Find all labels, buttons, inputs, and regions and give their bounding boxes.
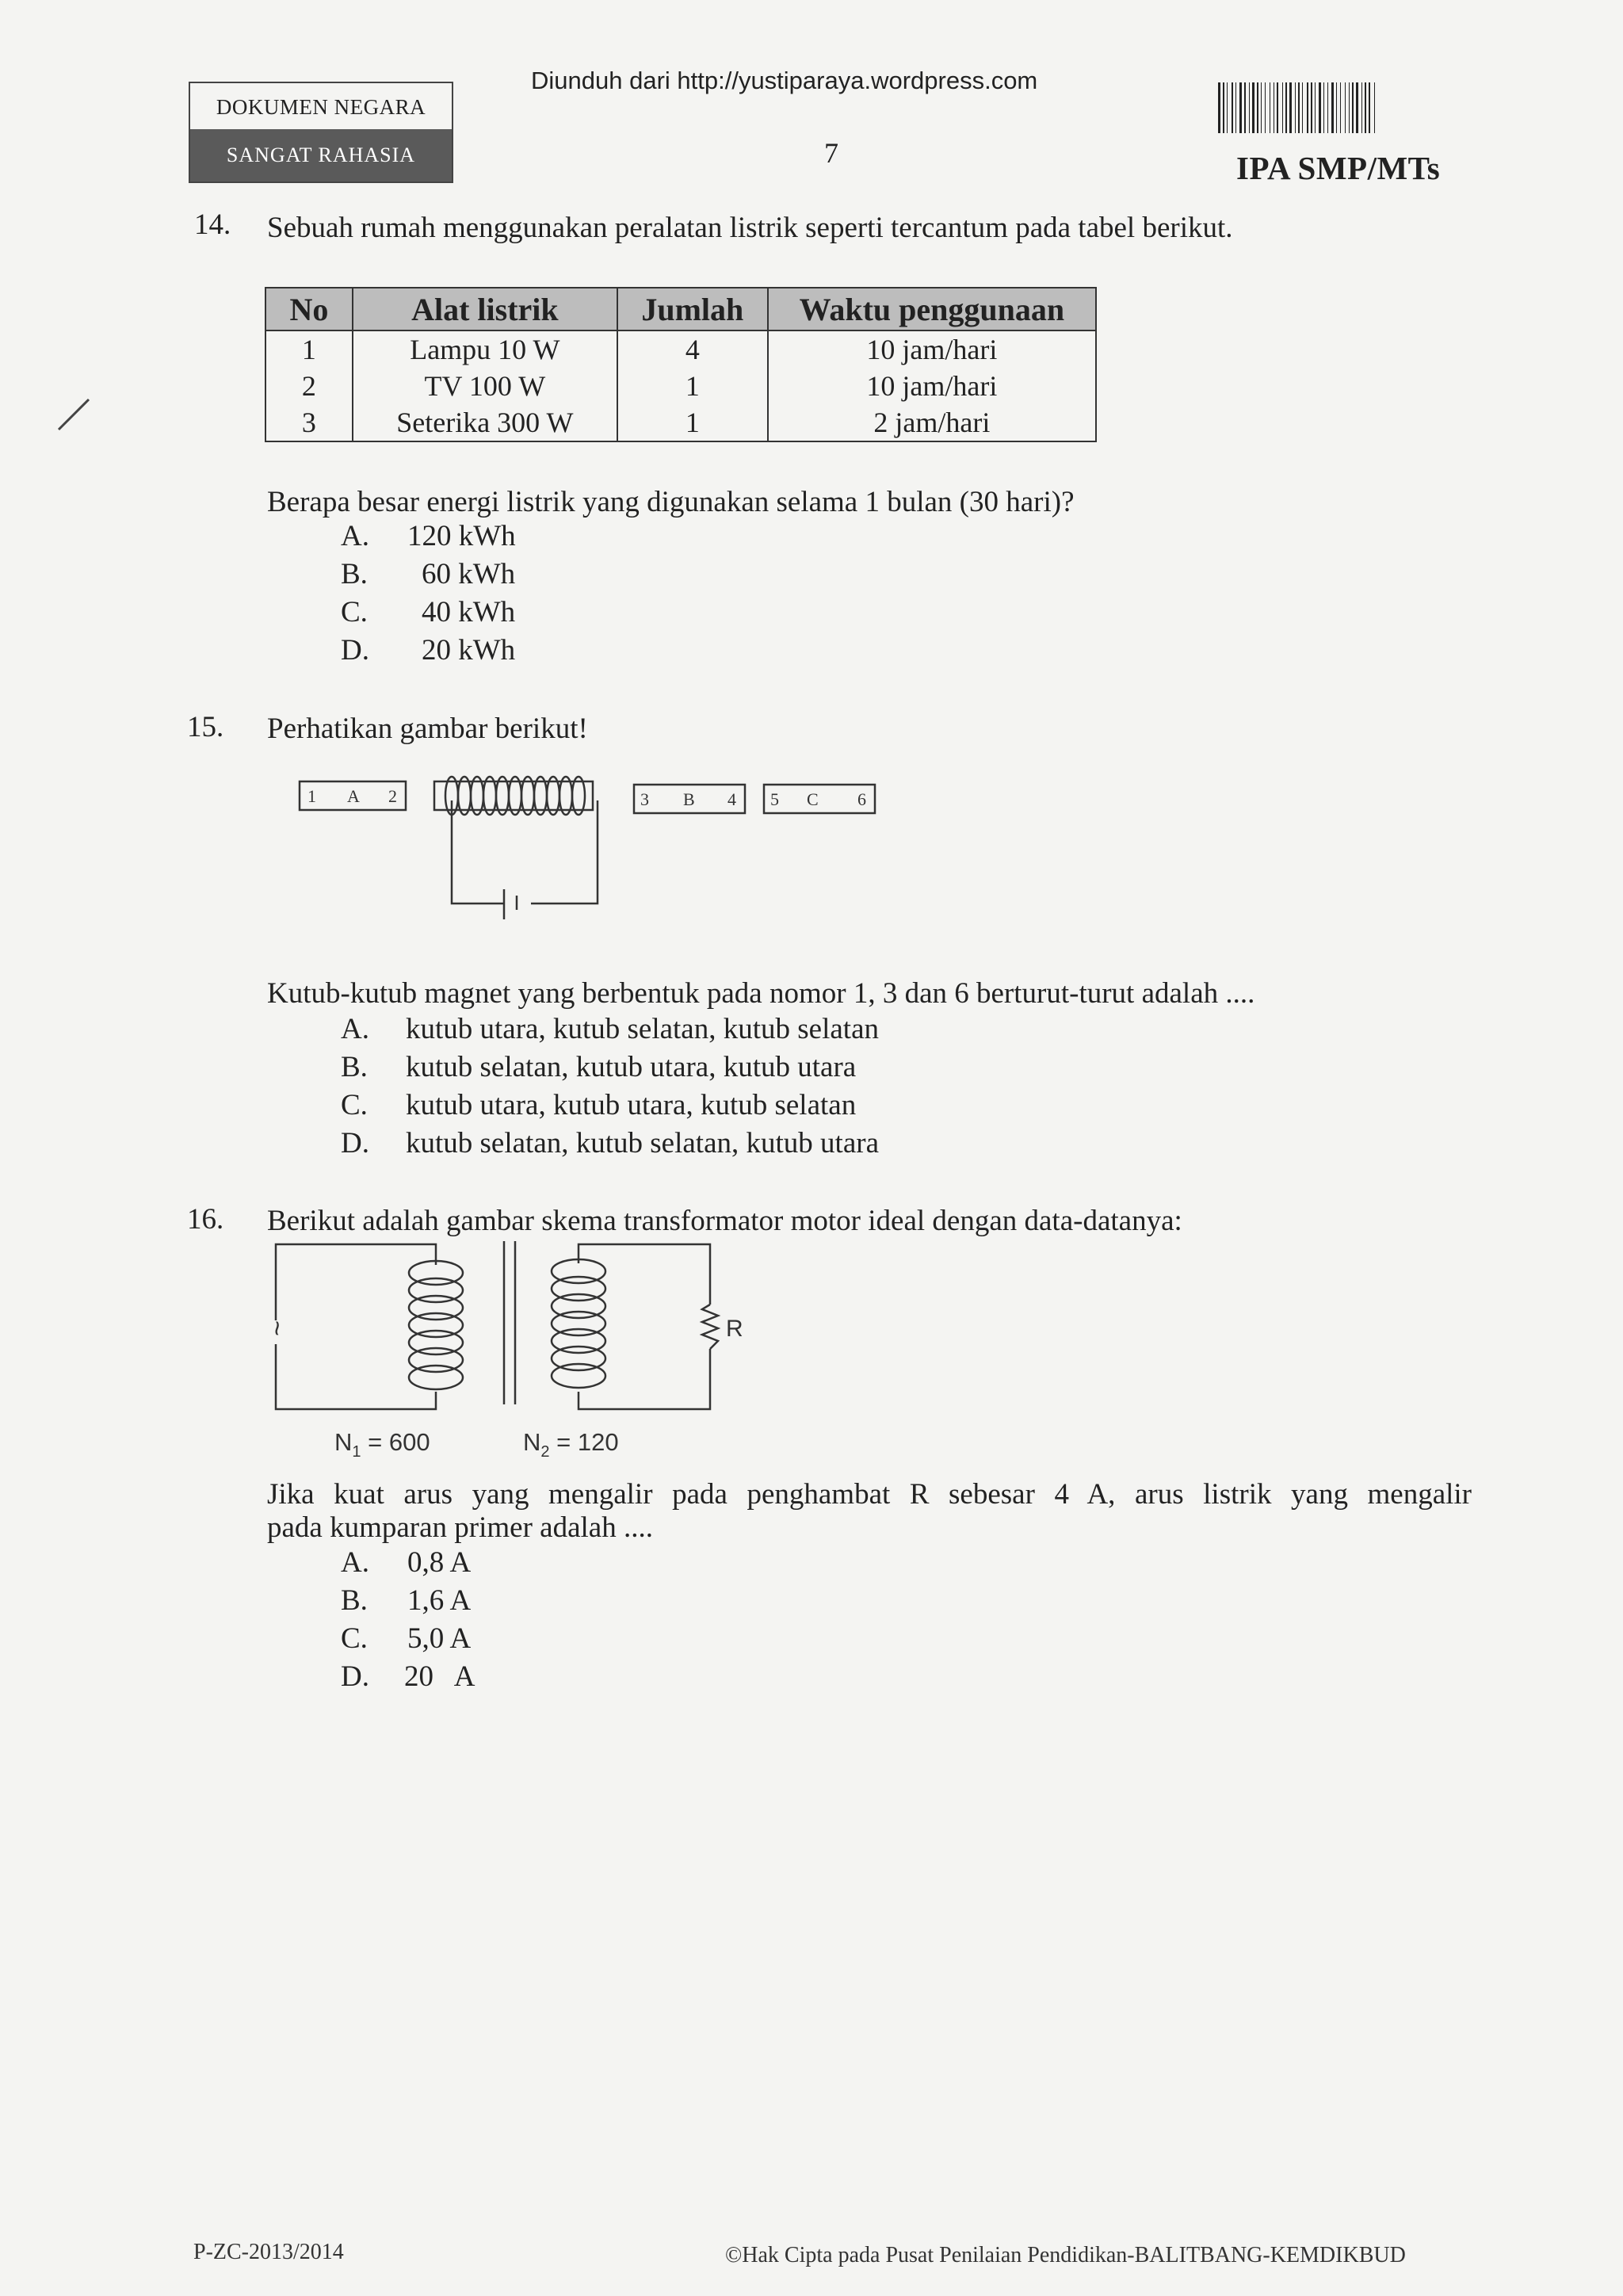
option-text: kutub utara, kutub selatan, kutub selatan [406, 1013, 879, 1045]
table-cell: 10 jam/hari [768, 330, 1096, 368]
table-row [265, 368, 1096, 404]
option-letter: D. [341, 1660, 369, 1693]
question-prompt: Kutub-kutub magnet yang berbentuk pada nomor 1, 3 dan 6 berturut-turut adalah .... [267, 977, 1255, 1010]
option-letter: A. [341, 1546, 369, 1579]
barcode-icon [1216, 82, 1480, 133]
table-row [265, 404, 1096, 441]
table-cell: Lampu 10 W [353, 330, 617, 368]
question-prompt: Berapa besar energi listrik yang digunakan selama 1 bulan (30 hari)? [267, 486, 1075, 518]
table-header: Alat listrik [353, 288, 617, 330]
table-cell: Seterika 300 W [353, 404, 617, 441]
pen-mark [54, 395, 94, 434]
table-cell: 1 [617, 404, 768, 441]
option-letter: C. [341, 1089, 368, 1121]
option-letter: B. [341, 1584, 368, 1617]
table-row [265, 330, 1096, 368]
question-prompt-line1: Jika kuat arus yang mengalir pada penghambat R sebesar 4 A, arus listrik yang mengalir [267, 1478, 1472, 1511]
magnet-label: B [683, 789, 695, 809]
option-letter: D. [341, 634, 369, 667]
ac-source-icon: ~ [262, 1320, 292, 1336]
option-letter: B. [341, 1051, 368, 1083]
electromagnet-figure [293, 769, 880, 927]
option-text: kutub selatan, kutub utara, kutub utara [406, 1051, 857, 1083]
option-text: 5,0 A [407, 1622, 472, 1655]
option-text: 1,6 A [407, 1584, 472, 1617]
table-header: Waktu penggunaan [768, 288, 1096, 330]
transformer-figure [262, 1233, 743, 1463]
option-text: 40 kWh [422, 596, 516, 628]
table-cell: 2 [265, 368, 353, 404]
option-text: kutub selatan, kutub selatan, kutub utara [406, 1127, 879, 1159]
table-cell: 1 [265, 330, 353, 368]
appliance-table [265, 287, 1097, 442]
question-number: 14. [194, 208, 231, 241]
question-number: 15. [187, 711, 224, 743]
question-text: Perhatikan gambar berikut! [267, 712, 588, 745]
primary-turns-label: $N_1 = 600$ [334, 1428, 430, 1461]
table-header: No [265, 288, 353, 330]
option-text: 0,8 A [407, 1546, 472, 1579]
option-letter: A. [341, 520, 369, 552]
magnet-label: C [807, 789, 819, 809]
option-text: 60 kWh [422, 558, 516, 590]
table-cell: 1 [617, 368, 768, 404]
classification-label: SANGAT RAHASIA [190, 129, 452, 181]
option-text: 120 kWh [407, 520, 516, 552]
page-number: 7 [824, 137, 838, 169]
table-header: Jumlah [617, 288, 768, 330]
option-text: 20 kWh [422, 634, 516, 667]
table-cell: 3 [265, 404, 353, 441]
document-classification-box [189, 82, 453, 183]
pole-label: 3 [640, 789, 649, 809]
option-letter: C. [341, 1622, 368, 1655]
table-header-row [265, 288, 1096, 330]
option-letter: B. [341, 558, 368, 590]
pole-label: 6 [857, 789, 866, 809]
pole-label: 2 [388, 786, 397, 806]
exam-code: P-ZC-2013/2014 [193, 2240, 344, 2264]
table-cell: 4 [617, 330, 768, 368]
question-text: Berikut adalah gambar skema transformator motor ideal dengan data-datanya: [267, 1205, 1182, 1237]
pole-label: 1 [307, 786, 316, 806]
option-text: kutub utara, kutub utara, kutub selatan [406, 1089, 857, 1121]
question-number: 16. [187, 1203, 224, 1236]
question-prompt-line2: pada kumparan primer adalah .... [267, 1511, 653, 1544]
doc-label: DOKUMEN NEGARA [216, 95, 426, 119]
source-url: Diunduh dari http://yustiparaya.wordpress.com [531, 67, 1038, 94]
resistor-label: R [726, 1316, 743, 1342]
magnet-label: A [347, 786, 360, 806]
pole-label: 4 [727, 789, 736, 809]
table-cell: 10 jam/hari [768, 368, 1096, 404]
table-cell: 2 jam/hari [768, 404, 1096, 441]
secondary-turns-label: $N_2 = 120$ [523, 1428, 619, 1461]
option-letter: D. [341, 1127, 369, 1159]
table-cell: TV 100 W [353, 368, 617, 404]
copyright-notice: ©Hak Cipta pada Pusat Penilaian Pendidikan-BALITBANG-KEMDIKBUD [725, 2243, 1406, 2267]
option-letter: A. [341, 1013, 369, 1045]
option-text: 20 A [404, 1660, 475, 1693]
subject-title: IPA SMP/MTs [1236, 150, 1441, 186]
pole-label: 5 [770, 789, 779, 809]
question-text: Sebuah rumah menggunakan peralatan listrik seperti tercantum pada tabel berikut. [267, 212, 1233, 244]
option-letter: C. [341, 596, 368, 628]
